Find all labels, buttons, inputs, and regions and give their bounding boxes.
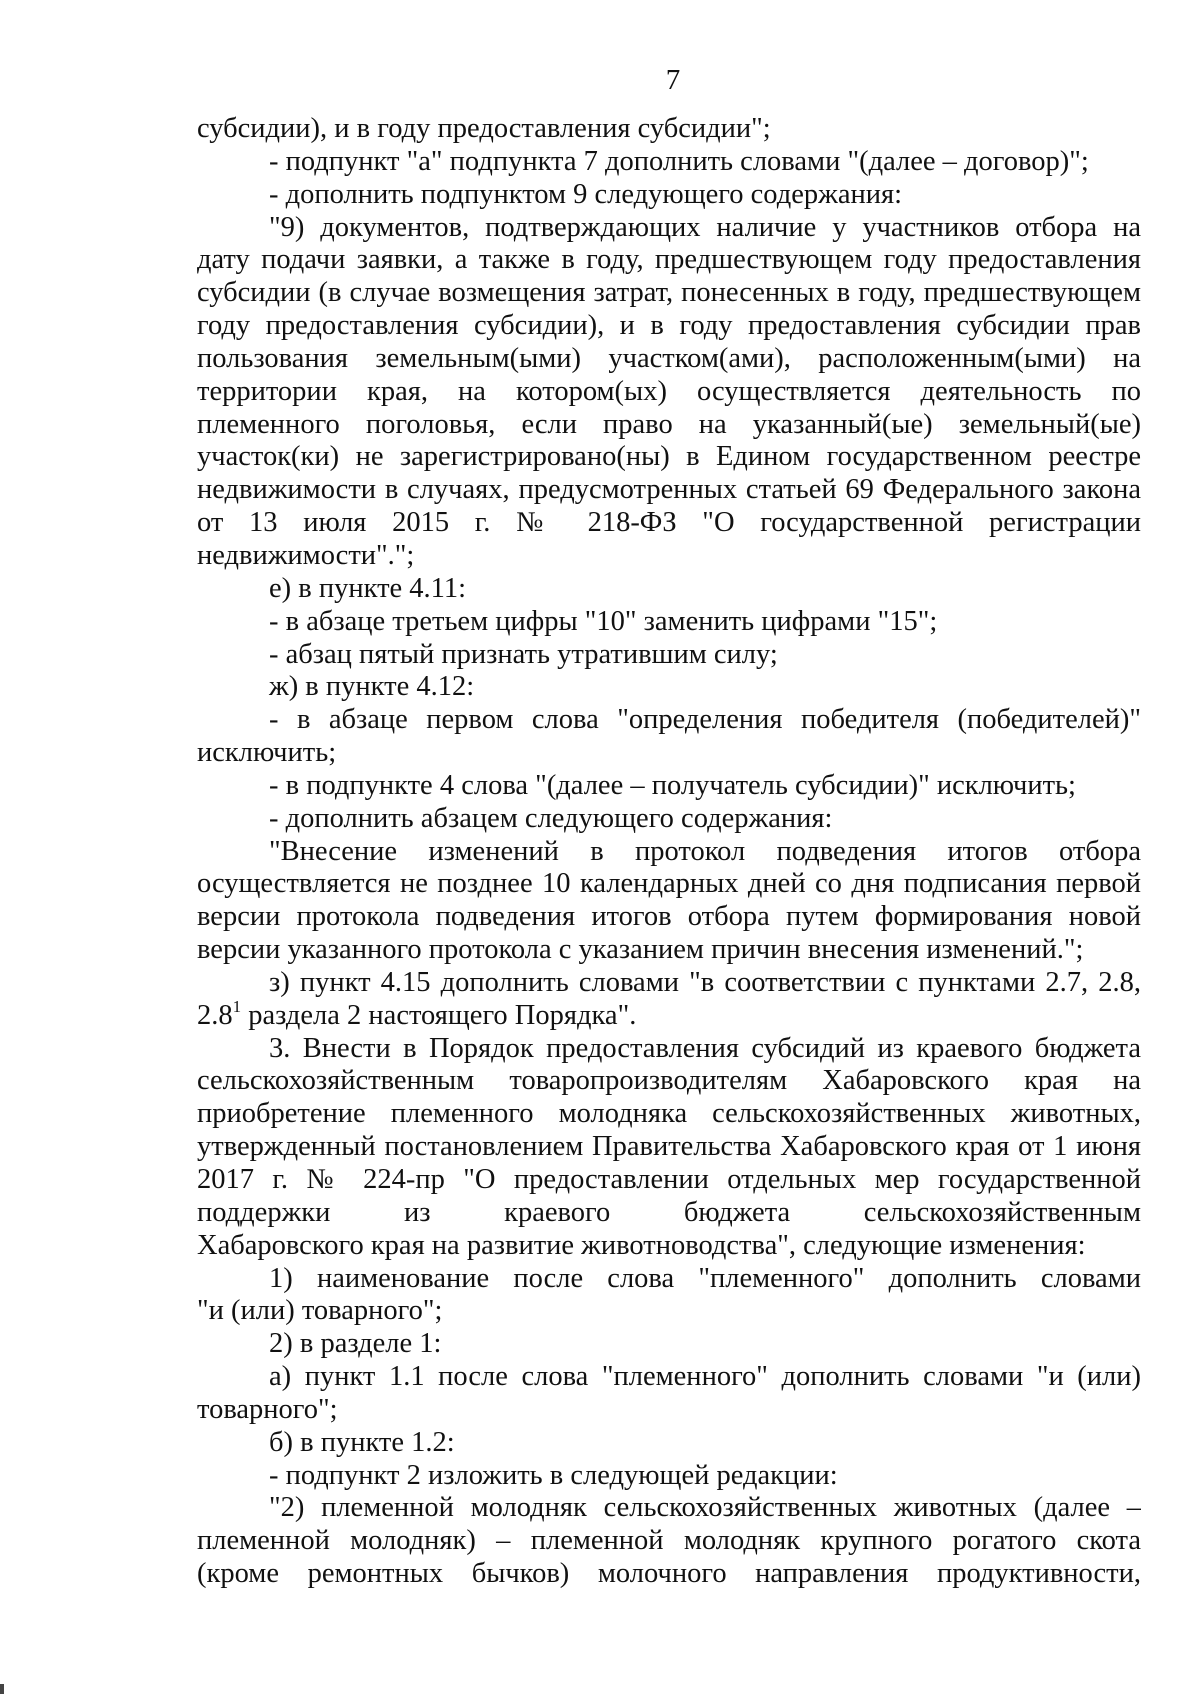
text-line: - абзац пятый признать утратившим силу; [269, 638, 778, 670]
text-line: - в подпункте 4 слова "(далее – получатель субсидии)" исключить; [269, 769, 1076, 801]
text-line: "2) племенной молодняк сельскохозяйственных животных (далее – [269, 1492, 1141, 1524]
text-line: - в абзаце третьем цифры "10" заменить цифрами "15"; [269, 605, 938, 637]
text-line: - дополнить подпунктом 9 следующего содержания: [269, 178, 903, 210]
text-line: - подпункт 2 изложить в следующей редакции: [269, 1459, 838, 1491]
document-body [197, 113, 1141, 1591]
scan-edge-mark [0, 1684, 4, 1694]
text-line: - дополнить абзацем следующего содержания: [269, 802, 833, 834]
text-line: а) пункт 1.1 после слова "племенного" дополнить словами "и (или) [269, 1361, 1141, 1393]
text-line: субсидии (в случае возмещения затрат, понесенных в году, предшествующем [197, 277, 1141, 309]
text-line: пользования земельным(ыми) участком(ами), расположенным(ыми) на [197, 342, 1141, 374]
text-line: 3. Внести в Порядок предоставления субсидий из краевого бюджета [269, 1032, 1141, 1064]
text-line: племенного поголовья, если право на указанный(ые) земельный(ые) [197, 408, 1141, 440]
text-line [197, 996, 1141, 1033]
text-line: племенной молодняк) – племенной молодняк крупного рогатого скота [197, 1525, 1141, 1557]
text-line: дату подачи заявки, а также в году, предшествующем году предоставления [197, 244, 1141, 276]
text-line: версии протокола подведения итогов отбора путем формирования новой [197, 901, 1141, 933]
text-line: (кроме ремонтных бычков) молочного направления продуктивности, [197, 1558, 1141, 1590]
reference-number: 2.8 [197, 999, 233, 1031]
text-line: ж) в пункте 4.12: [269, 671, 475, 703]
text-line: от 13 июля 2015 г. № 218-ФЗ "О государственной регистрации [197, 507, 1141, 539]
text-line: б) в пункте 1.2: [269, 1426, 455, 1458]
text-line: субсидии), и в году предоставления субсидии"; [197, 113, 771, 144]
text-line: 2017 г. № 224-пр "О предоставлении отдельных мер государственной [197, 1164, 1141, 1195]
page-number: 7 [665, 64, 681, 96]
text-line: версии указанного протокола с указанием причин внесения изменений."; [197, 934, 1084, 966]
text-line: "9) документов, подтверждающих наличие у участников отбора на [269, 211, 1141, 243]
text-line: сельскохозяйственным товаропроизводителям Хабаровского края на [197, 1065, 1141, 1097]
text-line: недвижимости в случаях, предусмотренных статьей 69 Федерального закона [197, 474, 1141, 506]
text-line: недвижимости"."; [197, 539, 415, 571]
text-line: приобретение племенного молодняка сельскохозяйственных животных, [197, 1098, 1141, 1130]
text-line: - подпункт "а" подпункта 7 дополнить словами "(далее – договор)"; [269, 145, 1089, 177]
text-line: - в абзаце первом слова "определения победителя (победителей)" [269, 704, 1141, 736]
text-line: утвержденный постановлением Правительства Хабаровского края от 1 июня [197, 1131, 1141, 1163]
text-line: з) пункт 4.15 дополнить словами "в соответствии с пунктами 2.7, 2.8, [269, 966, 1141, 998]
text-line: году предоставления субсидии), и в году предоставления субсидии прав [197, 310, 1141, 342]
text-line: товарного"; [197, 1393, 338, 1425]
reference-superscript: 1 [232, 996, 242, 1016]
text-line: е) в пункте 4.11: [269, 572, 467, 604]
text-line: 1) наименование после слова "племенного" дополнить словами [269, 1262, 1141, 1294]
text-line: территории края, на котором(ых) осуществляется деятельность по [197, 375, 1141, 407]
text-line: осуществляется не позднее 10 календарных дней со дня подписания первой [197, 868, 1141, 900]
text-line: "Внесение изменений в протокол подведения итогов отбора [269, 835, 1141, 867]
text-line: 2) в разделе 1: [269, 1328, 442, 1360]
text-line: участок(ки) не зарегистрировано(ны) в Едином государственном реестре [197, 441, 1141, 473]
text-fragment: раздела 2 настоящего Порядка". [248, 999, 637, 1031]
text-line: исключить; [197, 737, 337, 769]
text-line: поддержки из краевого бюджета сельскохозяйственным [197, 1196, 1141, 1228]
text-line: "и (или) товарного"; [197, 1295, 443, 1327]
text-line: Хабаровского края на развитие животноводства", следующие изменения: [197, 1229, 1086, 1261]
